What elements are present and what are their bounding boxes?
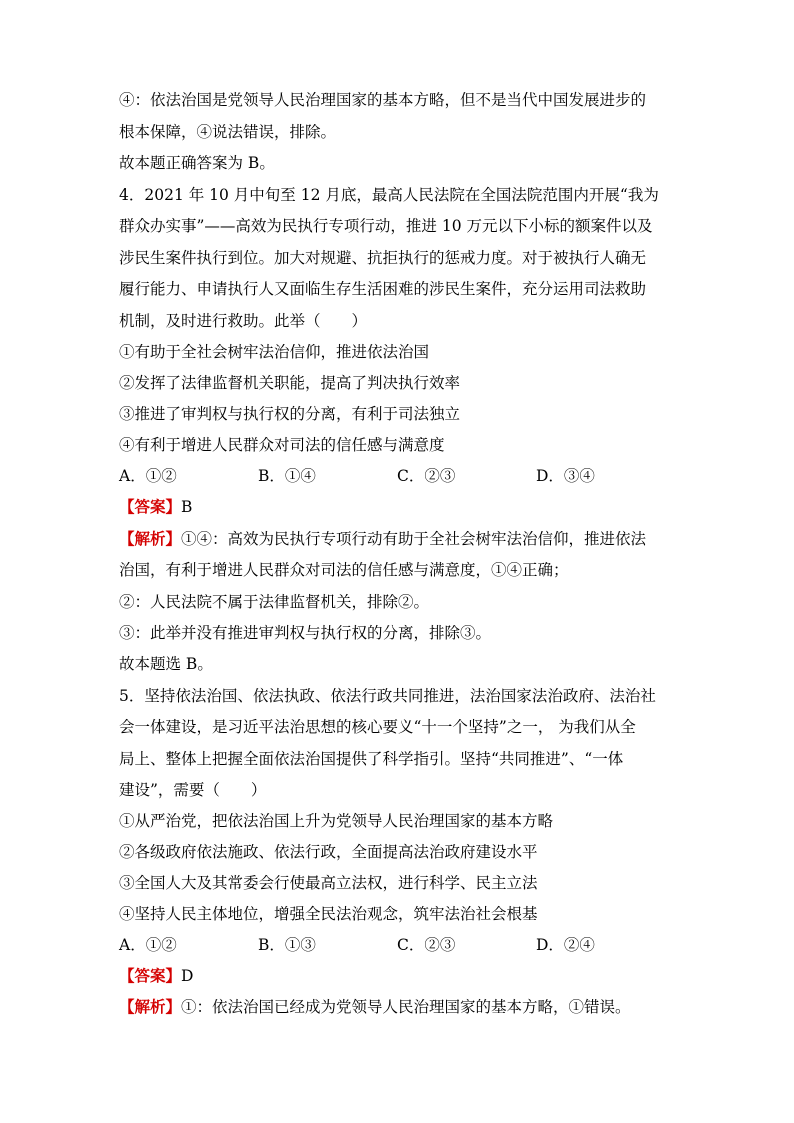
q4-stem-line: 机制，及时进行救助。此举（ ） (119, 312, 368, 330)
q4-item: ②发挥了法律监督机关职能，提高了判决执行效率 (119, 374, 461, 392)
q5-stem-line: 会一体建设，是习近平法治思想的核心要义“十一个坚持”之一， 为我们从全 (119, 718, 636, 736)
q5-item: ④坚持人民主体地位，增强全民法治观念，筑牢法治社会根基 (119, 905, 538, 923)
q4-item: ③推进了审判权与执行权的分离，有利于司法独立 (119, 405, 461, 423)
q4-item: ①有助于全社会树牢法治信仰，推进依法治国 (119, 343, 430, 361)
answer-value: B (181, 498, 193, 516)
q4-item: ④有利于增进人民群众对司法的信任感与满意度 (119, 436, 445, 454)
q5-item: ②各级政府依法施政、依法行政，全面提高法治政府建设水平 (119, 843, 538, 861)
q4-analysis-line (119, 529, 646, 549)
analysis-tag: 【解析】 (119, 997, 182, 1016)
q4-option-c: C．②③ (397, 467, 456, 485)
q3-analysis-line: ④：依法治国是党领导人民治理国家的基本方略，但不是当代中国发展进步的 (119, 91, 647, 109)
q4-stem-line: 涉民生案件执行到位。加大对规避、抗拒执行的惩戒力度。对于被执行人确无 (119, 249, 647, 267)
q4-analysis-line: 治国，有利于增进人民群众对司法的信任感与满意度，①④正确； (119, 561, 569, 579)
q5-option-b: B．①③ (258, 936, 316, 954)
q5-analysis-line (119, 997, 631, 1017)
q4-analysis-line: ③：此举并没有推进审判权与执行权的分离，排除③。 (119, 624, 492, 642)
answer-tag: 【答案】 (119, 966, 182, 985)
analysis-tag: 【解析】 (119, 529, 182, 548)
q5-option-d: D．②④ (536, 936, 595, 954)
q5-item: ①从严治党，把依法治国上升为党领导人民治理国家的基本方略 (119, 812, 554, 830)
q5-answer (119, 966, 193, 986)
q4-option-a: A．①② (119, 467, 177, 485)
q5-option-c: C．②③ (397, 936, 456, 954)
answer-value: D (181, 967, 194, 985)
q5-option-a: A．①② (119, 936, 177, 954)
analysis-text: ①④：高效为民执行专项行动有助于全社会树牢法治信仰，推进依法 (181, 530, 647, 548)
q4-conclusion: 故本题选 B。 (119, 655, 213, 673)
q5-stem-line: 局上、整体上把握全面依法治国提供了科学指引。坚持“共同推进”、“一体 (119, 750, 624, 768)
q3-analysis-line: 根本保障，④说法错误，排除。 (119, 123, 337, 141)
q3-conclusion: 故本题正确答案为 B。 (119, 154, 275, 172)
q5-stem-line: 建设”，需要（ ） (119, 781, 267, 799)
q4-answer (119, 497, 192, 517)
q4-option-b: B．①④ (258, 467, 316, 485)
q4-stem-line: 履行能力、申请执行人又面临生存生活困难的涉民生案件，充分运用司法救助 (119, 280, 647, 298)
q5-stem-line: 5．坚持依法治国、依法执政、依法行政共同推进，法治国家法治政府、法治社 (119, 687, 656, 705)
answer-tag: 【答案】 (119, 497, 182, 516)
q5-item: ③全国人大及其常委会行使最高立法权，进行科学、民主立法 (119, 874, 538, 892)
q4-option-d: D．③④ (536, 467, 595, 485)
q4-stem-line: 群众办实事”——高效为民执行专项行动，推进 10 万元以下小标的额案件以及 (119, 217, 653, 235)
q4-stem-line: 4．2021 年 10 月中旬至 12 月底，最高人民法院在全国法院范围内开展“我为 (119, 186, 659, 204)
q4-analysis-line: ②：人民法院不属于法律监督机关，排除②。 (119, 593, 430, 611)
analysis-text: ①：依法治国已经成为党领导人民治理国家的基本方略，①错误。 (181, 998, 631, 1016)
